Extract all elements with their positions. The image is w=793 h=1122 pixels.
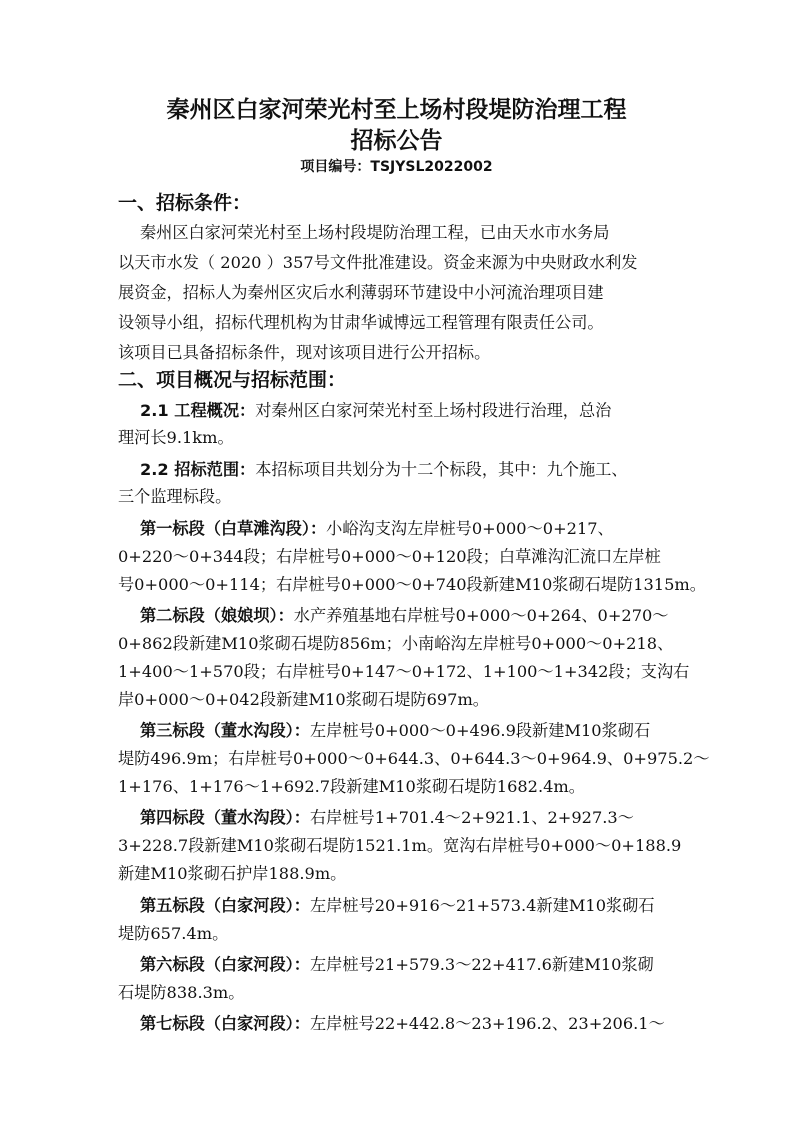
lot-line: [140, 717, 650, 745]
lot-line: [140, 951, 654, 979]
lot-line: 岸0+000～0+042段新建M10浆砌石堤防697m。: [118, 690, 489, 709]
lot-text: 小峪沟支沟左岸桩号0+000～0+217、: [326, 519, 614, 538]
lot-line: 0+220～0+344段；右岸桩号0+000～0+120段；白草滩沟汇流口左岸桩: [118, 547, 661, 566]
paragraph-line: 三个监理标段。: [118, 487, 232, 506]
lot-label: 第一标段（白草滩沟段）：: [140, 519, 327, 538]
lot-text: 右岸桩号1+701.4～2+921.1、2+927.3～: [309, 808, 634, 827]
lot-line: 堤防496.9m；右岸桩号0+000～0+644.3、0+644.3～0+964.9、0+975.2～: [118, 749, 710, 768]
section-heading-2: 二、项目概况与招标范围：: [118, 369, 347, 391]
paragraph-line: 理河长9.1km。: [118, 428, 234, 447]
section-heading-1: 一、招标条件：: [118, 192, 252, 214]
document-title: 秦州区白家河荣光村至上场村段堤防治理工程: [166, 97, 627, 123]
lot-line: 石堤防838.3m。: [118, 983, 245, 1002]
clause-label: 2.2 招标范围：: [140, 460, 256, 479]
lot-line: 新建M10浆砌石护岸188.9m。: [118, 864, 347, 883]
lot-label: 第六标段（白家河段）：: [140, 955, 310, 974]
paragraph-line: 该项目已具备招标条件，现对该项目进行公开招标。: [118, 343, 491, 362]
paragraph-line: 以天市水发（ 2020 ）357号文件批准建设。资金来源为中央财政水利发: [118, 253, 638, 272]
clause-text: 对秦州区白家河荣光村至上场村段进行治理，总治: [255, 401, 612, 420]
lot-text: 左岸桩号0+000～0+496.9段新建M10浆砌石: [309, 721, 651, 740]
paragraph-line: [140, 456, 628, 484]
lot-line: [140, 804, 634, 832]
lot-label: 第七标段（白家河段）：: [140, 1014, 310, 1033]
lot-text: 水产养殖基地右岸桩号0+000～0+264、0+270～: [293, 606, 669, 625]
project-number: 项目编号：TSJYSL2022002: [300, 159, 493, 175]
paragraph-line: 设领导小组，招标代理机构为甘肃华诚博远工程管理有限责任公司。: [118, 313, 604, 332]
lot-line: 堤防657.4m。: [118, 924, 229, 943]
clause-text: 本招标项目共划分为十二个标段，其中：九个施工、: [255, 460, 628, 479]
lot-text: 左岸桩号22+442.8～23+196.2、23+206.1～: [309, 1014, 665, 1033]
lot-line: [140, 1010, 665, 1038]
paragraph-line: [140, 397, 611, 425]
lot-line: 号0+000～0+114；右岸桩号0+000～0+740段新建M10浆砌石堤防1315m。: [118, 575, 706, 594]
lot-label: 第二标段（娘娘坝）：: [140, 606, 294, 625]
document-subtitle: 招标公告: [350, 128, 443, 154]
lot-label: 第三标段（董水沟段）：: [140, 721, 310, 740]
paragraph-line: 秦州区白家河荣光村至上场村段堤防治理工程，已由天水市水务局: [140, 223, 610, 242]
lot-line: [140, 892, 655, 920]
lot-line: 1+176、1+176～1+692.7段新建M10浆砌石堤防1682.4m。: [118, 777, 585, 796]
lot-line: [140, 515, 614, 543]
paragraph-line: 展资金，招标人为秦州区灾后水利薄弱环节建设中小河流治理项目建: [118, 283, 604, 302]
lot-label: 第四标段（董水沟段）：: [140, 808, 310, 827]
lot-text: 左岸桩号21+579.3～22+417.6新建M10浆砌: [309, 955, 654, 974]
lot-line: 3+228.7段新建M10浆砌石堤防1521.1m。宽沟右岸桩号0+000～0+188.9: [118, 836, 682, 855]
lot-text: 左岸桩号20+916～21+573.4新建M10浆砌石: [309, 896, 655, 915]
lot-line: 1+400～1+570段；右岸桩号0+147～0+172、1+100～1+342段；支沟右: [118, 662, 690, 681]
lot-line: 0+862段新建M10浆砌石堤防856m；小南峪沟左岸桩号0+000～0+218、: [118, 634, 674, 653]
clause-label: 2.1 工程概况：: [140, 401, 256, 420]
lot-line: [140, 602, 669, 630]
lot-label: 第五标段（白家河段）：: [140, 896, 310, 915]
